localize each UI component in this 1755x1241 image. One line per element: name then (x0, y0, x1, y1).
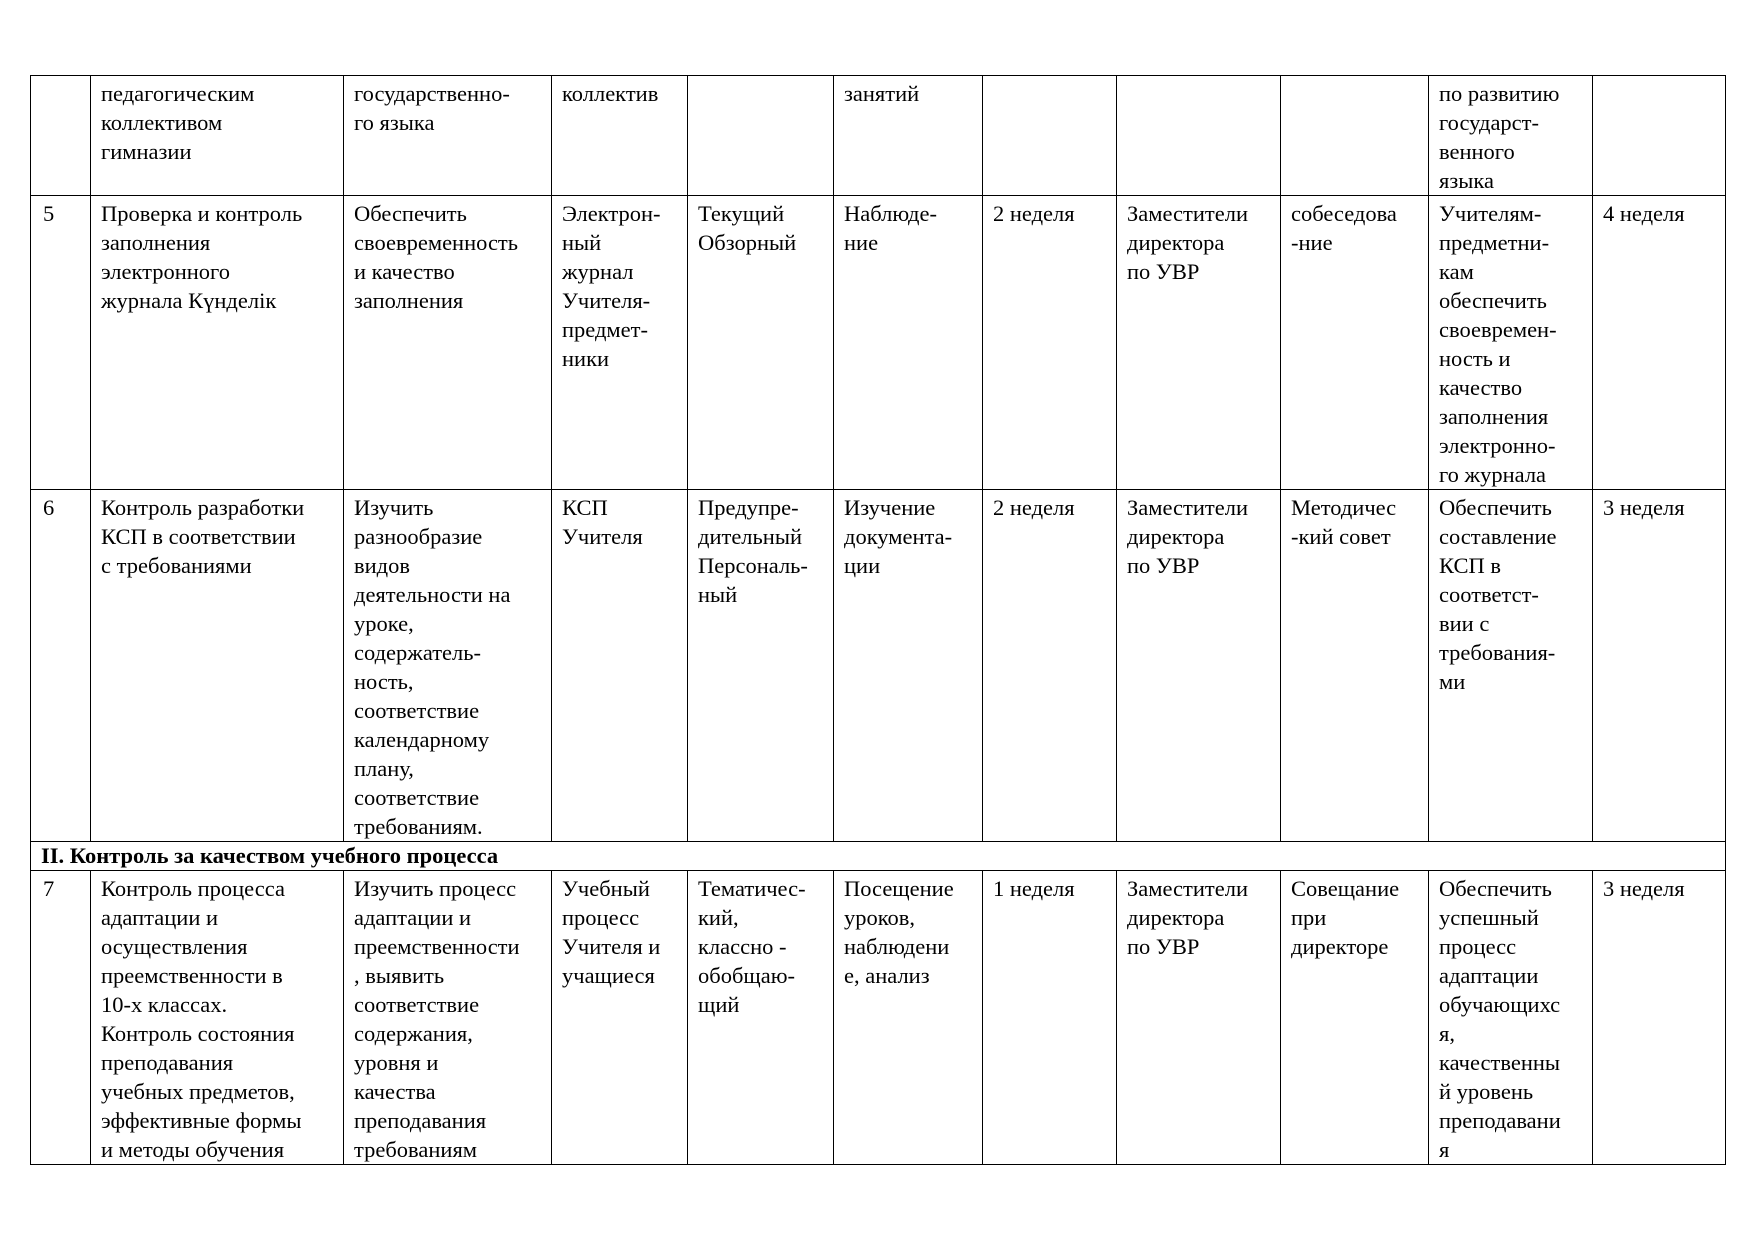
follow-up-period: 3 неделя (1593, 490, 1726, 842)
section-row (31, 842, 1726, 871)
control-subject: Проверка и контроль заполнения электронного журнала Күнделік (91, 196, 344, 490)
row-number: 6 (31, 490, 91, 842)
row-number: 5 (31, 196, 91, 490)
management-decision: по развитию государст- венного языка (1429, 76, 1593, 196)
review-place (1281, 76, 1429, 196)
control-period: 2 неделя (983, 490, 1117, 842)
control-goal: государственно- го языка (344, 76, 552, 196)
table-row (31, 196, 1726, 490)
control-period: 2 неделя (983, 196, 1117, 490)
control-goal: Изучить разнообразие видов деятельности на уроке, содержатель- ность, соответствие календарному плану, соответствие требованиям. (344, 490, 552, 842)
control-method: Наблюде- ние (834, 196, 983, 490)
control-plan-table (30, 75, 1726, 1165)
follow-up-period: 3 неделя (1593, 871, 1726, 1165)
control-method: занятий (834, 76, 983, 196)
table-row (31, 76, 1726, 196)
control-method: Посещение уроков, наблюдени е, анализ (834, 871, 983, 1165)
review-place: собеседова -ние (1281, 196, 1429, 490)
control-type: Предупре- дительный Персональ- ный (688, 490, 834, 842)
row-number (31, 76, 91, 196)
control-object: коллектив (552, 76, 688, 196)
management-decision: Обеспечить составление КСП в соответст- вии с требования- ми (1429, 490, 1593, 842)
responsible: Заместители директора по УВР (1117, 490, 1281, 842)
control-object: Электрон- ный журнал Учителя- предмет- ники (552, 196, 688, 490)
control-type (688, 76, 834, 196)
management-decision: Учителям- предметни- кам обеспечить своевремен- ность и качество заполнения электронно- го журнала (1429, 196, 1593, 490)
control-object: Учебный процесс Учителя и учащиеся (552, 871, 688, 1165)
control-goal: Изучить процесс адаптации и преемственности , выявить соответствие содержания, уровня и качества преподавания требованиям (344, 871, 552, 1165)
control-subject: Контроль разработки КСП в соответствии с требованиями (91, 490, 344, 842)
control-goal: Обеспечить своевременность и качество заполнения (344, 196, 552, 490)
follow-up-period: 4 неделя (1593, 196, 1726, 490)
follow-up-period (1593, 76, 1726, 196)
table-row (31, 490, 1726, 842)
responsible: Заместители директора по УВР (1117, 196, 1281, 490)
control-type: Текущий Обзорный (688, 196, 834, 490)
management-decision: Обеспечить успешный процесс адаптации обучающихс я, качественны й уровень преподавани я (1429, 871, 1593, 1165)
row-number: 7 (31, 871, 91, 1165)
control-method: Изучение документа- ции (834, 490, 983, 842)
control-subject: Контроль процесса адаптации и осуществления преемственности в 10-х классах. Контроль состояния преподавания учебных предметов, эффективные формы и методы обучения (91, 871, 344, 1165)
control-type: Тематичес- кий, классно - обобщаю- щий (688, 871, 834, 1165)
control-period (983, 76, 1117, 196)
control-period: 1 неделя (983, 871, 1117, 1165)
table-row (31, 871, 1726, 1165)
review-place: Совещание при директоре (1281, 871, 1429, 1165)
section-title: II. Контроль за качеством учебного процесса (31, 842, 1726, 871)
responsible (1117, 76, 1281, 196)
responsible: Заместители директора по УВР (1117, 871, 1281, 1165)
control-subject: педагогическим коллективом гимназии (91, 76, 344, 196)
review-place: Методичес -кий совет (1281, 490, 1429, 842)
control-object: КСП Учителя (552, 490, 688, 842)
